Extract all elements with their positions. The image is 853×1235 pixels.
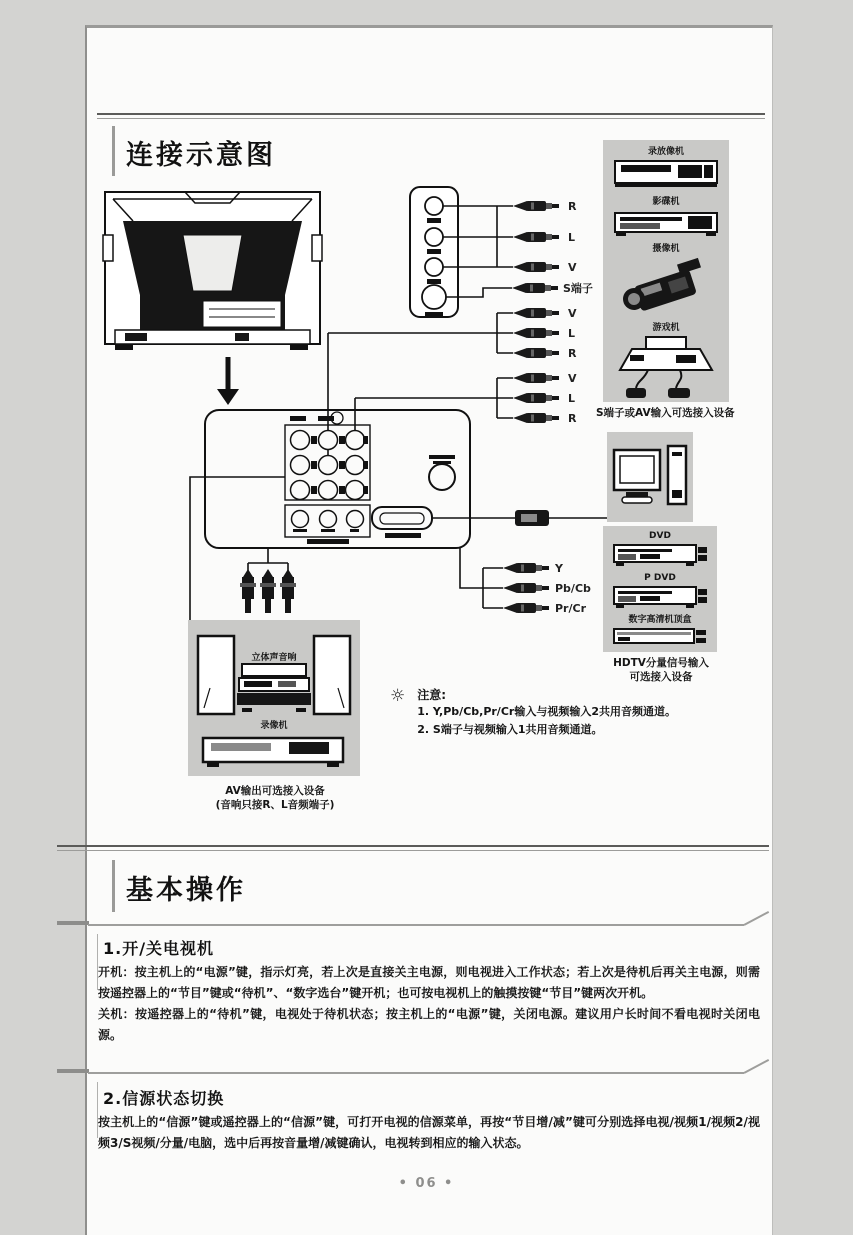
sav-box-caption: S端子或AV输入可选接入设备 — [596, 407, 735, 419]
cable-label: S端子 — [563, 282, 593, 295]
vcr-illustration — [612, 158, 720, 189]
tv-rear-panel — [205, 410, 470, 548]
cable-label: R — [568, 347, 577, 360]
cable-label: Y — [555, 562, 563, 575]
device-label: 录放像机 — [647, 147, 684, 157]
margin-dash — [57, 1069, 89, 1073]
camcorder-illustration — [618, 255, 714, 315]
subsection2-body — [98, 1112, 760, 1154]
section1-title: 连接示意图 — [126, 140, 276, 171]
device-label: 数字高清机顶盒 — [628, 615, 692, 625]
cable-label: L — [568, 327, 576, 340]
sav-devices-box — [603, 140, 729, 402]
hdtv-devices-box — [603, 526, 717, 652]
av-side-cables — [513, 200, 577, 274]
game-console-illustration — [618, 334, 714, 402]
cable-label: V — [568, 372, 577, 385]
vga-plug-icon — [515, 510, 549, 526]
section2-divider — [57, 845, 769, 851]
cable-label: R — [568, 412, 577, 425]
section2-title-bar — [112, 860, 115, 912]
device-label: DVD — [649, 531, 671, 541]
section1-divider — [97, 113, 765, 119]
hdtv-caption-line1: HDTV分量信号输入 — [613, 657, 709, 669]
down-arrow-icon — [217, 357, 239, 405]
subsection1-rule — [88, 924, 744, 926]
component-cables — [503, 562, 591, 615]
computer-illustration — [612, 444, 688, 510]
subsection1-heading: 1.开/关电视机 — [103, 939, 215, 958]
hdtv-box-caption — [598, 656, 724, 684]
settopbox-illustration — [610, 626, 710, 648]
note-item: 1. Y,Pb/Cb,Pr/Cr输入与视频输入2共用音频通道。 — [417, 705, 676, 718]
note-block — [390, 686, 700, 739]
subsection2-rule — [88, 1072, 744, 1074]
paragraph: 开机：按主机上的“电源”键，指示灯亮，若上次是直接关主电源，则电视进入工作状态；若上次是待机后再关主电源，则需按遥控器上的“节目”键或“待机”、“数字选台”键开机；也可按电视机上的触摸按键“节目”键两次开机。 — [98, 965, 760, 1000]
cable-label: V — [568, 307, 577, 320]
dvd-illustration — [610, 542, 710, 568]
cable-label: L — [568, 392, 576, 405]
page-number: • 06 • — [398, 1176, 455, 1191]
computer-box — [607, 432, 693, 522]
pdvd-illustration — [610, 584, 710, 610]
cable-label: Pr/Cr — [555, 602, 587, 615]
paragraph: 关机：按遥控器上的“待机”键，电视处于待机状态；按主机上的“电源”键，关闭电源。建议用户长时间不看电视时关闭电源。 — [98, 1007, 760, 1042]
bulb-icon: ☼ — [390, 686, 406, 706]
margin-dash — [57, 921, 89, 925]
svideo-cable — [512, 281, 593, 295]
note-title: 注意: — [417, 688, 447, 702]
device-label: 影碟机 — [652, 197, 680, 208]
section2-title: 基本操作 — [126, 875, 246, 906]
cable-label: R — [568, 200, 577, 213]
cable-label: V — [568, 261, 577, 274]
avout-caption-line2: (音响只接R、L音频端子) — [215, 799, 335, 811]
note-item: 2. S端子与视频输入1共用音频通道。 — [417, 723, 603, 736]
subsection2-heading: 2.信源状态切换 — [103, 1089, 225, 1108]
cable-label: L — [568, 231, 576, 244]
device-label: 摄像机 — [652, 244, 680, 255]
hdtv-caption-line2: 可选接入设备 — [629, 671, 693, 683]
device-label: P DVD — [644, 573, 676, 583]
tv-back-illustration — [103, 192, 322, 350]
paragraph: 按主机上的“信源”键或遥控器上的“信源”键，可打开电视的信源菜单，再按“节目增/减”键可分别选择电视/视频1/视频2/视频3/S视频/分量/电脑，选中后再按音量增/减键确认，电视转到相应的输入状态。 — [98, 1115, 760, 1150]
video3-cables — [513, 372, 577, 425]
subsection1-body — [98, 962, 760, 1046]
vcr2-illustration — [199, 732, 349, 770]
disc-player-illustration — [612, 208, 720, 237]
avout-box-caption — [185, 784, 365, 812]
device-label: 录像机 — [260, 721, 288, 731]
device-label: 游戏机 — [652, 323, 680, 334]
avout-devices-box — [188, 620, 360, 776]
avout-caption-line1: AV输出可选接入设备 — [225, 785, 325, 797]
cable-label: Pb/Cb — [555, 582, 591, 595]
device-label: 立体声音响 — [251, 653, 297, 663]
video2-cables — [513, 307, 577, 360]
stereo-speakers-illustration — [194, 630, 354, 722]
